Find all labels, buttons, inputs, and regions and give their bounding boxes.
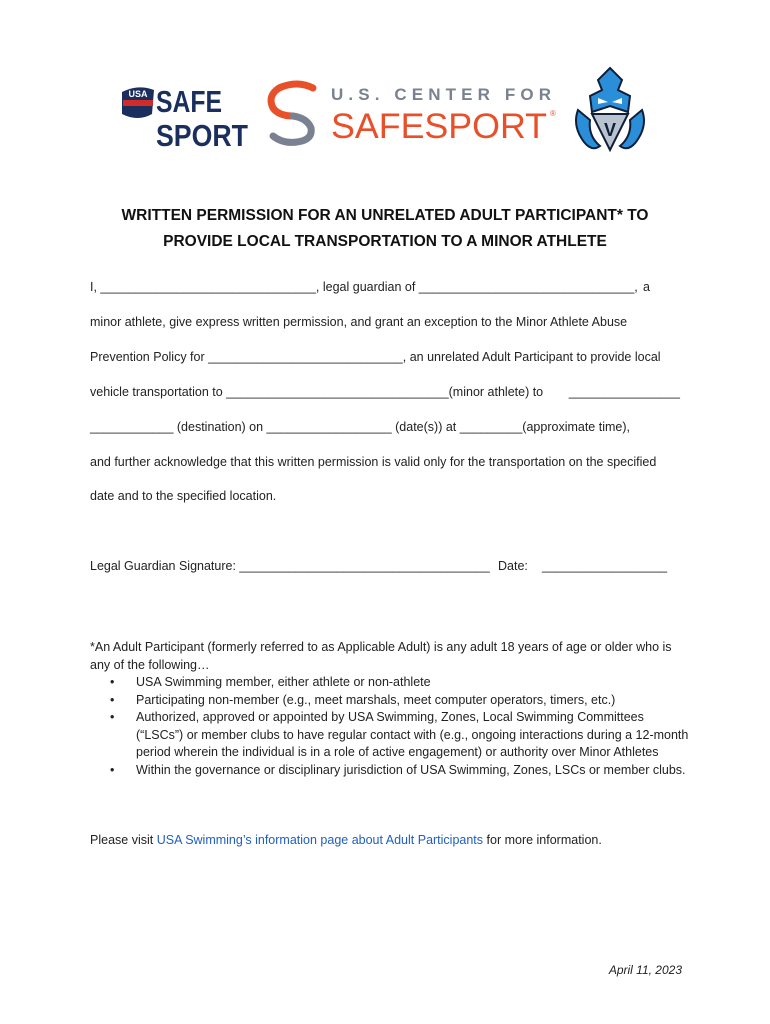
visit-suffix: for more information. xyxy=(483,833,602,847)
revision-date: April 11, 2023 xyxy=(608,963,682,977)
body-line-4: vehicle transportation to ________________________________(minor athlete) to xyxy=(90,385,544,399)
safe-logo-text: SAFE xyxy=(156,84,222,119)
list-item: • Participating non-member (e.g., meet marshals, meet computer operators, timers, etc.) xyxy=(136,692,690,710)
us-center-for-text: U.S. CENTER FOR xyxy=(331,85,551,104)
title-line-1: WRITTEN PERMISSION FOR AN UNRELATED ADULT PARTICIPANT* TO xyxy=(121,207,649,224)
adult-participants-info-link[interactable]: USA Swimming’s information page about Adult Participants xyxy=(156,833,484,847)
registered-mark: ® xyxy=(550,109,556,118)
date-field: __________________ xyxy=(542,559,668,573)
guardian-signature-field: Legal Guardian Signature: ____________________________________ xyxy=(90,559,490,573)
footnote xyxy=(90,639,690,779)
body-line-7: date and to the specified location. xyxy=(90,489,277,503)
footnote-intro: *An Adult Participant (formerly referred to as Applicable Adult) is any adult 18 years of age or older who is any of the following… xyxy=(90,640,672,672)
list-item: • Within the governance or disciplinary jurisdiction of USA Swimming, Zones, LSCs or member clubs. xyxy=(136,762,690,780)
visit-prefix: Please visit xyxy=(90,833,157,847)
usa-swimming-badge xyxy=(122,87,154,118)
usa-badge-text: USA xyxy=(128,89,148,99)
body-line-5: ____________ (destination) on __________________ (date(s)) at _________(approximate time), xyxy=(90,420,630,434)
footnote-list xyxy=(90,674,690,779)
safesport-wordmark-text: SAFESPORT xyxy=(331,107,547,146)
mascot-letter: V xyxy=(603,120,617,140)
list-item: • Authorized, approved or appointed by USA Swimming, Zones, Local Swimming Committees (“LSCs”) or member clubs to have regular contact with (e.g., ongoing interactions during a 12-month period wherein the individual is in a role of active engagement) or authority over Minor Athletes xyxy=(136,709,690,762)
body-line-4-blank: ________________ xyxy=(568,385,680,399)
body-line-1-end: a xyxy=(643,280,650,294)
document-title xyxy=(60,203,710,255)
sport-logo-text: SPORT xyxy=(156,118,249,153)
date-label: Date: xyxy=(498,559,528,573)
title-line-2: PROVIDE LOCAL TRANSPORTATION TO A MINOR ATHLETE xyxy=(163,233,607,250)
us-center-safesport-logo xyxy=(263,78,563,144)
visit-info-line xyxy=(90,833,602,847)
team-mascot-logo xyxy=(570,66,650,158)
list-item: • USA Swimming member, either athlete or non-athlete xyxy=(136,674,690,692)
body-line-3: Prevention Policy for ____________________________, an unrelated Adult Participant to provide local xyxy=(90,350,661,364)
safesport-s-mark-icon xyxy=(271,84,313,142)
usa-safesport-logo xyxy=(116,80,252,152)
body-line-1: I, _______________________________, legal guardian of _______________________________, xyxy=(90,280,638,294)
body-line-6: and further acknowledge that this written permission is valid only for the transportation on the specified xyxy=(90,455,657,469)
body-line-2: minor athlete, give express written permission, and grant an exception to the Minor Athlete Abuse xyxy=(90,315,628,329)
